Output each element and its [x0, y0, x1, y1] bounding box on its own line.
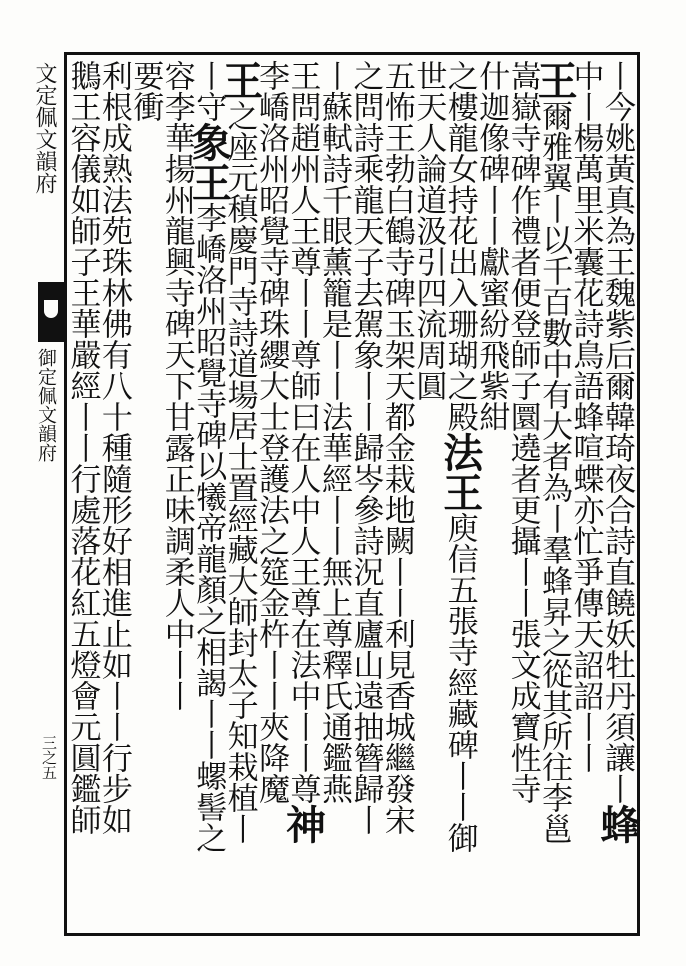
margin-top-fragment: 文定佩文韻府	[32, 62, 57, 194]
text-column	[567, 60, 604, 930]
text-column	[504, 60, 541, 930]
text-run: 李嶠洛州昭覺寺碑以犧帝龍顏之相謁丨丨螺髻之	[190, 202, 227, 853]
book-title: 御定佩文韻府	[35, 348, 57, 462]
text-column	[64, 60, 101, 930]
fishtail-notch	[44, 300, 58, 318]
text-column	[410, 60, 447, 930]
text-column	[531, 60, 579, 930]
text-run: 丨守	[190, 60, 227, 122]
text-column	[279, 60, 327, 930]
headword: 蜂	[593, 804, 641, 844]
text-run: 世天人論道汲引四流周圓	[410, 60, 447, 401]
text-run: 丨蘇軾詩千眼薰籠是丨丨法華經丨丨無上尊釋氏通鑑燕	[315, 60, 352, 804]
headword: 神	[279, 804, 327, 844]
headword: 王	[216, 60, 264, 100]
page-number: 三之五	[40, 735, 58, 780]
text-run: 爾雅翼丨以千百數中有大者為丨羣蜂昇之從其所往李邕	[536, 100, 573, 844]
text-column	[315, 60, 352, 930]
text-run: 中丨楊萬里米囊花詩鳥語蜂喧蝶亦忙爭傳天詔詔丨丨	[567, 60, 604, 773]
text-run: 之座元稹慶門寺詩道場居士置經藏大師封太子知栽植丨	[221, 100, 258, 844]
text-column	[593, 60, 641, 930]
text-run: 嵩嶽寺碑作禮者便登師子圜遶者更攝丨丨張文成寶性寺	[504, 60, 541, 804]
text-column	[436, 60, 484, 930]
headword: 王	[531, 60, 579, 100]
text-run: 李嶠洛州昭覺寺碑珠纓大士登護法之筵金杵丨丨夾降魔	[253, 60, 290, 804]
headword: 法王	[436, 432, 484, 512]
text-column	[253, 60, 290, 930]
text-run: 利根成熟法苑珠林佛有八十種隨形好相進止如丨丨行步如	[95, 60, 132, 835]
text-run: 什迦像碑丨丨獻蜜紛飛紫紺	[473, 60, 510, 432]
text-column	[378, 60, 415, 930]
bottom-border	[64, 933, 640, 936]
text-run: 丨今姚黃真為王魏紫后爾韓琦夜合詩直饒妖牡丹須讓丨	[598, 60, 635, 804]
text-column	[95, 60, 132, 930]
text-column	[127, 60, 164, 930]
text-run: 要衝	[127, 60, 164, 122]
text-column	[185, 60, 233, 930]
text-run: 容李華揚州龍興寺碑天下甘露正味調柔人中丨丨	[158, 60, 195, 711]
text-run: 五怖王勃白鶴寺碑玉架天都金栽地闕丨丨利見香城繼發宋	[378, 60, 415, 835]
text-run: 之樓龍女持花出入珊瑚之殿	[441, 60, 478, 432]
text-column	[158, 60, 195, 930]
text-column	[347, 60, 384, 930]
text-run: 王問趙州人王尊丨丨尊師曰在人中人王尊在法中丨丨尊	[284, 60, 321, 804]
headword: 象王	[185, 122, 233, 202]
top-border	[64, 52, 640, 55]
text-run: 之問詩乘龍天子去駕象丨丨歸岑參詩況直廬山遠抽簪歸丨	[347, 60, 384, 835]
text-run: 庾信五張寺經藏碑丨丨御	[441, 512, 478, 853]
text-run: 鵝王容儀如師子王華嚴經丨丨行處落花紅五燈會元圓鑑師	[64, 60, 101, 835]
